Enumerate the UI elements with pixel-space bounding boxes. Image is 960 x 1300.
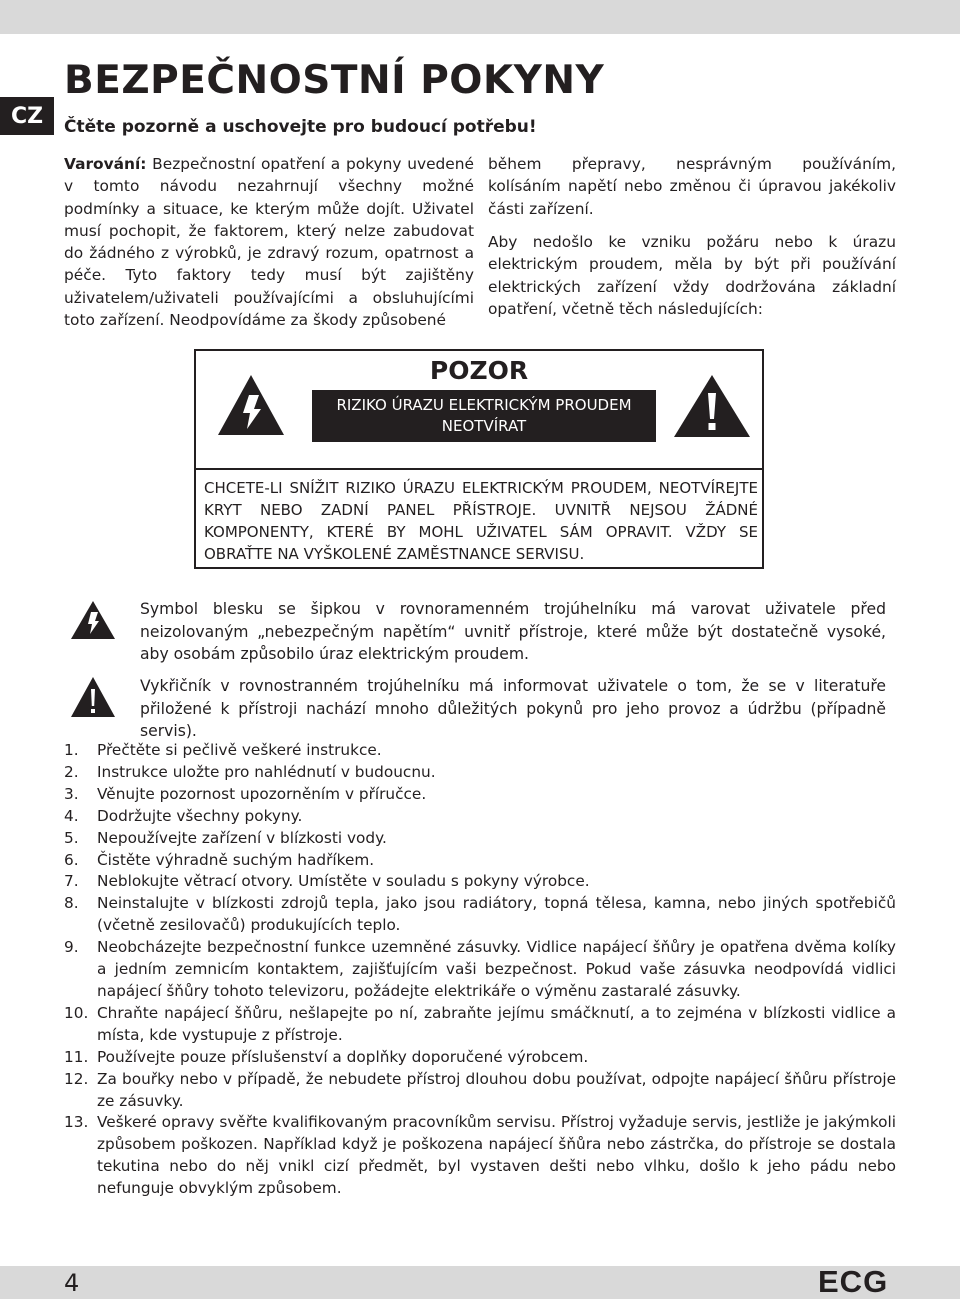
step-number: 2. [64,762,79,781]
step-number: 5. [64,828,79,847]
step-text: Čistěte výhradně suchým hadříkem. [97,850,375,869]
step-item [64,850,896,872]
step-number: 9. [64,938,79,957]
page-subtitle: Čtěte pozorně a uschovejte pro budoucí potřebu! [64,117,537,137]
warning-label: Varování: [64,155,147,173]
step-item [64,893,896,937]
step-item [64,871,896,893]
step-item [64,1069,896,1113]
language-tab: CZ [0,97,54,135]
lightning-symbol-text: Symbol blesku se šipkou v rovnoramenném trojúhelníku má varovat uživatele před neizolovaným „nebezpečným napětím“ uvnitř přístroje, které může být dostatečně vysoké, aby osobám způsobilo úraz elektrickým proudem. [140,600,886,663]
caution-label-box [312,390,656,442]
step-text: Dodržujte všechny pokyny. [97,806,303,825]
page-title: BEZPEČNOSTNÍ POKYNY [64,58,605,103]
step-item [64,740,896,762]
step-item [64,937,896,1003]
step-text: Chraňte napájecí šňůru, nešlapejte po ní, zabraňte jejímu smáčknutí, a to zejména v blízkosti vidlice a místa, kde vystupuje z přístroje. [97,1003,896,1044]
step-number: 4. [64,806,79,825]
step-item [64,784,896,806]
step-number: 13. [64,1113,89,1132]
step-text: Instrukce uložte pro nahlédnutí v budoucnu. [97,762,436,781]
caution-label-line1: RIZIKO ÚRAZU ELEKTRICKÝM PROUDEM [336,396,632,414]
exclamation-warning-icon [672,373,752,439]
step-number: 12. [64,1069,89,1088]
lightning-symbol-icon [70,600,116,640]
step-text: Neinstalujte v blízkosti zdrojů tepla, jako jsou radiátory, topná tělesa, kamna, nebo jiných spotřebičů (včetně zesilovačů) produkujících teplo. [97,894,896,935]
page-number: 4 [64,1269,80,1297]
intro-left-column [64,153,474,342]
caution-heading: POZOR [429,356,529,385]
step-text: Veškeré opravy svěřte kvalifikovaným pracovníkům servisu. Přístroj vyžaduje servis, jestliže je jakýmkoli způsobem poškozen. Například když je poškozena napájecí šňůra nebo zástrčka, do přístroje se dostala tekutina nebo do něj vnikl cizí předmět, byl vystaven dešti nebo vlhku, došlo k jeho pádu nebo nefunguje obvyklým způsobem. [97,1113,896,1198]
step-number: 7. [64,872,79,891]
warning-continuation [488,153,896,220]
step-text: Používejte pouze příslušenství a doplňky doporučené výrobcem. [97,1047,589,1066]
step-item [64,1003,896,1047]
step-text: Neblokujte větrací otvory. Umístěte v souladu s pokyny výrobce. [97,872,590,891]
step-text: Nepoužívejte zařízení v blízkosti vody. [97,828,387,847]
step-text: Přečtěte si pečlivě veškeré instrukce. [97,741,382,759]
caution-box [194,349,764,569]
step-item [64,1047,896,1069]
warning-text-continued: během přepravy, nesprávným používáním, kolísáním napětí nebo změnou či úpravou jakékoliv části zařízení. [488,155,896,218]
step-number: 3. [64,784,79,803]
step-text: Neobcházejte bezpečnostní funkce uzemněné zásuvky. Vidlice napájecí šňůry je opatřena dvěma kolíky a jedním zemnicím kontaktem, zajišťujícím vaši bezpečnost. Pokud vaše zásuvka neodpovídá vidlici napájecí šňůry tohoto televizoru, požádejte elektrikáře o výměnu zastaralé zásuvky. [97,938,896,1000]
bottom-bar [0,1266,960,1299]
warning-text: Bezpečnostní opatření a pokyny uvedené v tomto návodu nezahrnují všechny možné podmínky a situace, ke kterým může dojít. Uživatel musí pochopit, že faktorem, který nelze zabudovat do žádného z výrobků, je zdravý rozum, opatrnost a péče. Tyto faktory tedy musí být zajištěny uživatelem/uživateli používajícími a obsluhujícími toto zařízení. Neodpovídáme za škody způsobené [64,155,474,330]
exclamation-symbol-text: Vykřičník v rovnostranném trojúhelníku má informovat uživatele o tom, že se v literatuře přiložené k přístroji nachází mnoho důležitých pokynů pro jeho provoz a údržbu (případně servis). [140,677,886,740]
brand-logo: ECG [818,1264,889,1299]
caution-text: CHCETE-LI SNÍŽIT RIZIKO ÚRAZU ELEKTRICKÝM PROUDEM, NEOTVÍREJTE KRYT NEBO ZADNÍ PANEL PŘÍSTROJE. UVNITŘ NEJSOU ŽÁDNÉ KOMPONENTY, KTERÉ BY MOHL UŽIVATEL SÁM OPRAVIT. VŽDY SE OBRAŤTE NA VYŠKOLENÉ ZAMĚSTNANCE SERVISU. [204,479,758,563]
step-item [64,762,896,784]
warning-paragraph [64,153,474,331]
safety-steps-list [64,740,896,1200]
intro-right-column [488,153,896,331]
top-bar [0,0,960,34]
fire-paragraph: Aby nedošlo ke vzniku požáru nebo k úrazu elektrickým proudem, měla by být při používání elektrických zařízení vždy dodržována základní opatření, včetně těch následujících: [488,233,896,318]
step-number: 10. [64,1003,89,1022]
step-item [64,806,896,828]
step-number: 6. [64,850,79,869]
step-text: Věnujte pozornost upozorněním v příručce. [97,784,427,803]
caution-divider [196,468,762,470]
step-item [64,828,896,850]
step-number: 1. [64,741,79,759]
step-number: 11. [64,1047,89,1066]
step-item [64,1112,896,1200]
caution-label-line2: NEOTVÍRAT [441,417,527,435]
exclamation-symbol-icon [70,676,116,718]
step-number: 8. [64,894,79,913]
step-text: Za bouřky nebo v případě, že nebudete přístroj dlouhou dobu používat, odpojte napájecí šňůru přístroje ze zásuvky. [97,1069,896,1110]
